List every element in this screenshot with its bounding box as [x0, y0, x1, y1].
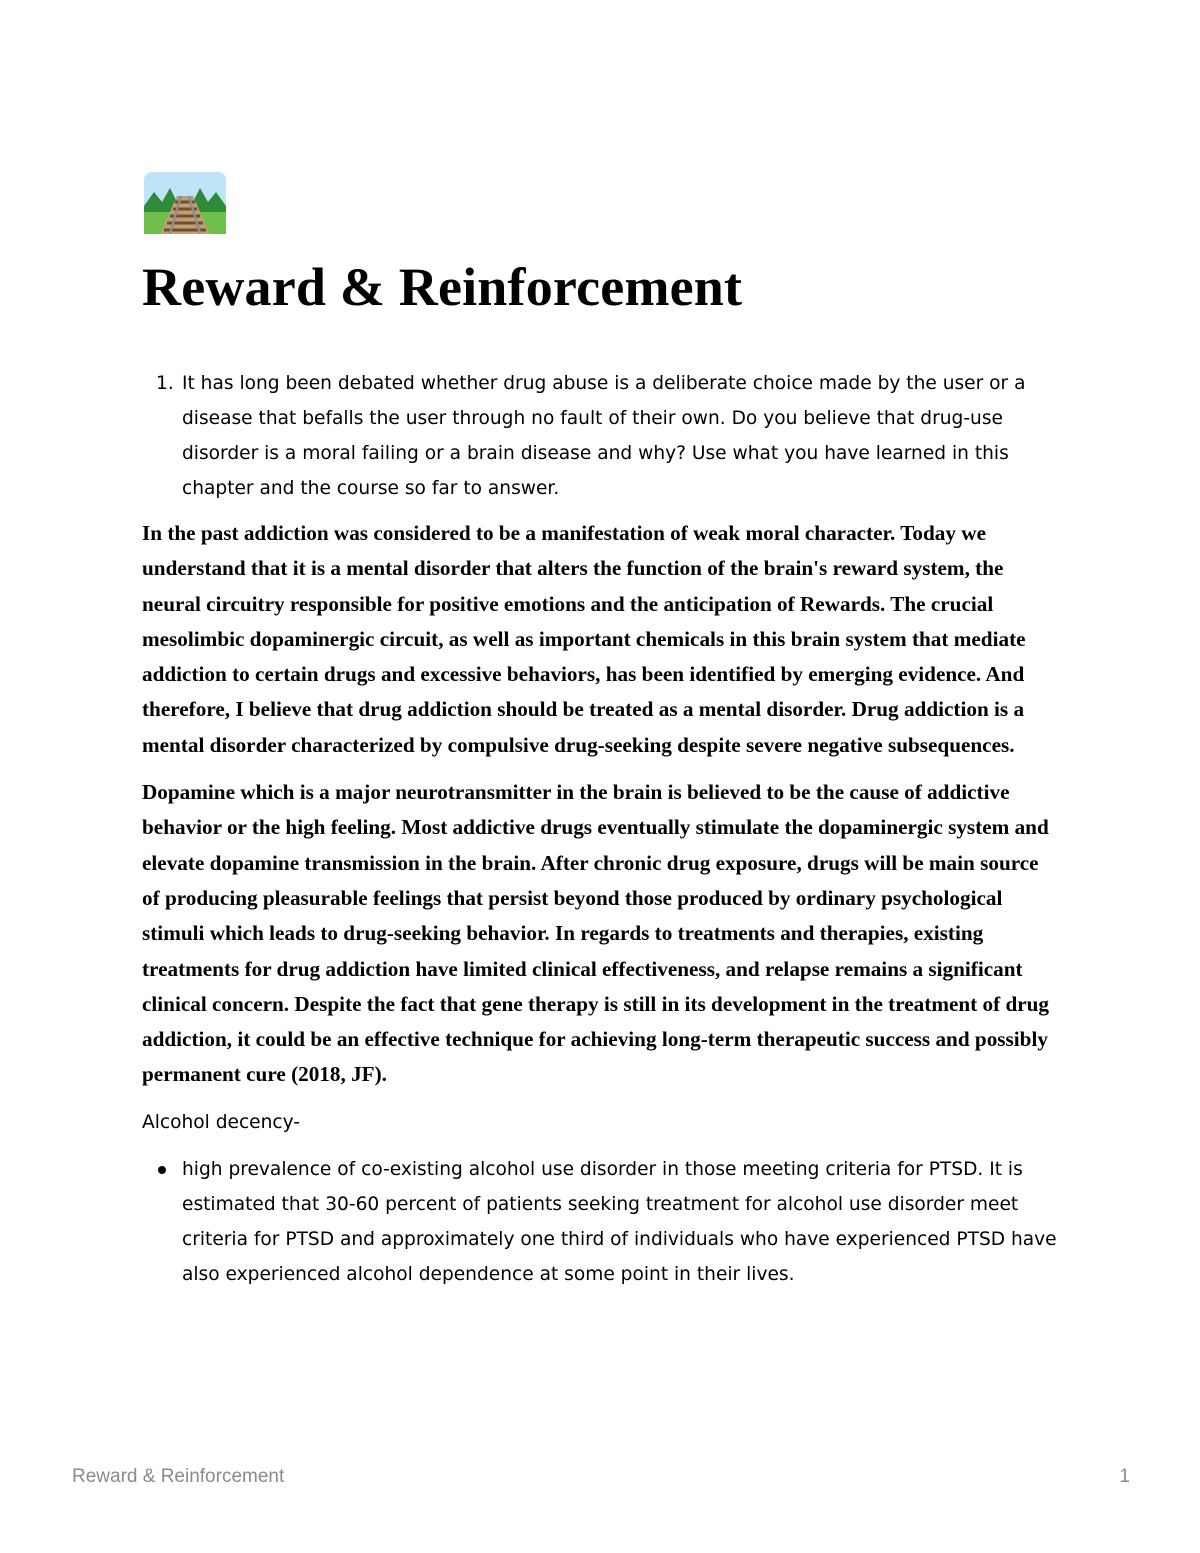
question-text: It has long been debated whether drug abuse is a deliberate choice made by the user or a disease that befalls the user through no fault of their own. Do you believe that drug-use disorder is a moral failing or a brain disease and why? Use what you have learned in this chapter and the course so far to answer.	[182, 373, 1026, 499]
answer-paragraph: In the past addiction was considered to be a manifestation of weak moral character. Today we understand that it is a mental disorder that alters the function of the brain's reward system, the neural circuitry responsible for positive emotions and the anticipation of Rewards. The crucial mesolimbic dopaminergic circuit, as well as important chemicals in this brain system that mediate addiction to certain drugs and excessive behaviors, has been identified by emerging evidence. And therefore, I believe that drug addiction should be treated as a mental disorder. Drug addiction is a mental disorder characterized by compulsive drug-seeking despite severe negative subsequences.	[142, 521, 1026, 757]
footer-title: Reward & Reinforcement	[72, 1466, 285, 1487]
page-title: Reward & Reinforcement	[142, 257, 743, 317]
question-list	[142, 366, 1058, 506]
question-number: 1.	[156, 373, 174, 394]
page-icon	[144, 172, 226, 234]
railway-track-icon	[144, 172, 226, 234]
bullet-list	[142, 1152, 1058, 1292]
bullet-dot-icon	[158, 1166, 166, 1174]
bullet-item	[142, 1152, 1058, 1292]
section-heading: Alcohol decency-	[142, 1111, 301, 1133]
answer-paragraph: Dopamine which is a major neurotransmitter in the brain is believed to be the cause of addictive behavior or the high feeling. Most addictive drugs eventually stimulate the dopaminergic system and elevate dopamine transmission in the brain. After chronic drug exposure, drugs will be main source of producing pleasurable feelings that persist beyond those produced by ordinary psychological stimuli which leads to drug-seeking behavior. In regards to treatments and therapies, existing treatments for drug addiction have limited clinical effectiveness, and relapse remains a significant clinical concern. Despite the fact that gene therapy is still in its development in the treatment of drug addiction, it could be an effective technique for achieving long-term therapeutic success and possibly permanent cure (2018, JF).	[142, 780, 1050, 1087]
bullet-text: high prevalence of co-existing alcohol use disorder in those meeting criteria for PTSD. It is estimated that 30-60 percent of patients seeking treatment for alcohol use disorder meet criteria for PTSD and approximately one third of individuals who have experienced PTSD have also experienced alcohol dependence at some point in their lives.	[182, 1158, 1057, 1285]
footer-page-number: 1	[1119, 1466, 1130, 1487]
question-item	[142, 366, 1058, 506]
page-content	[142, 366, 1058, 1292]
